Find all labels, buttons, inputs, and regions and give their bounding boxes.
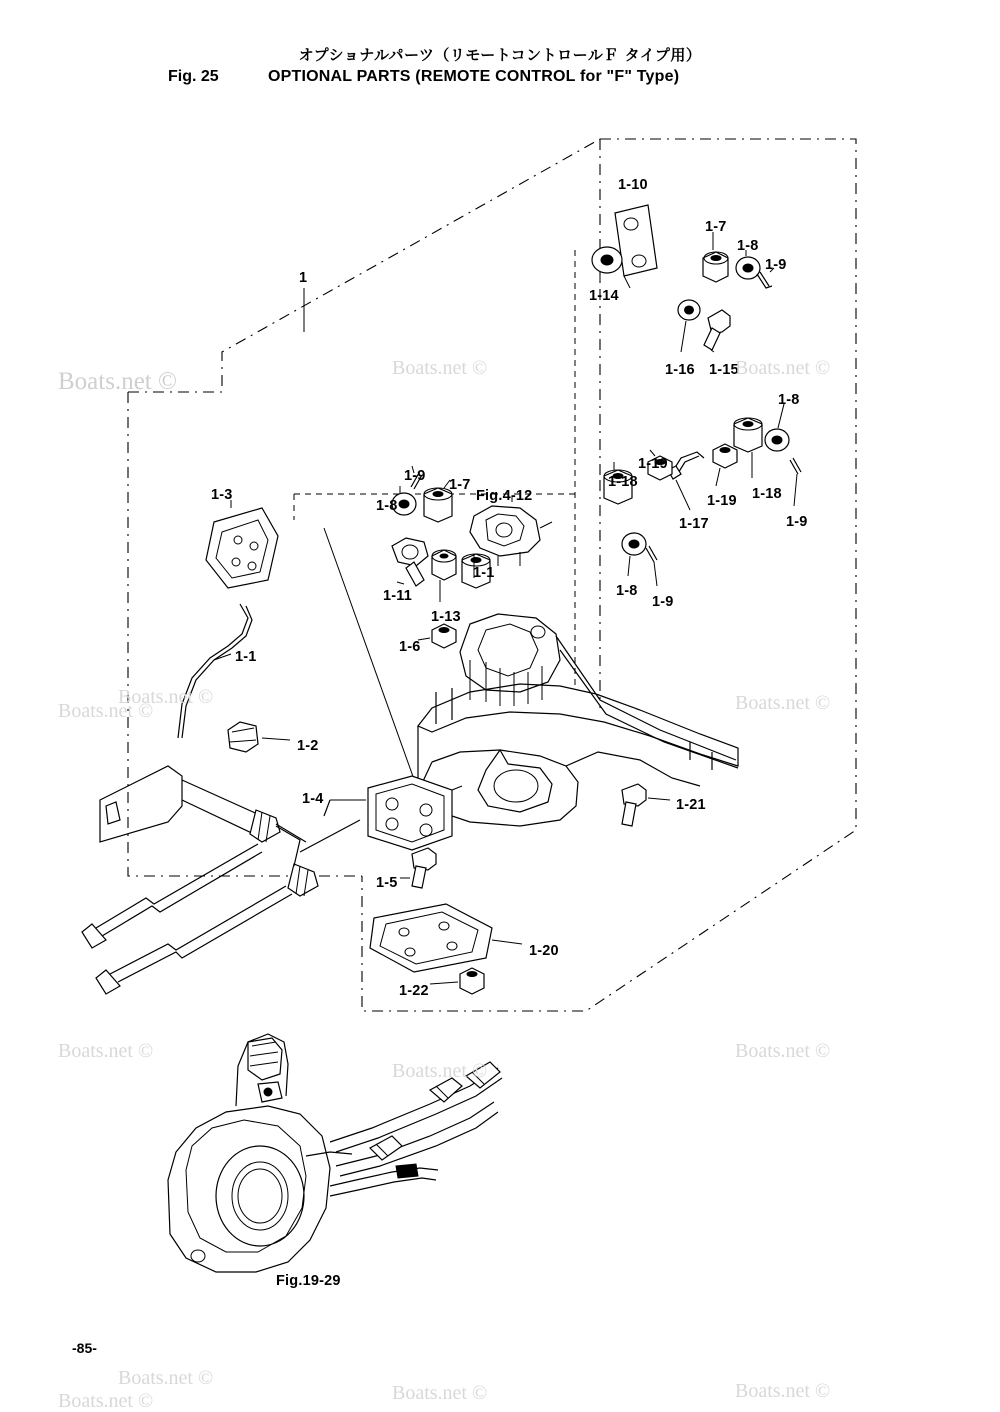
watermark: Boats.net ©: [735, 692, 831, 714]
callout-1-10: 1-10: [618, 177, 648, 193]
page-number: -85-: [72, 1340, 97, 1356]
part-1-2-grommet: [228, 722, 290, 752]
part-1-11-cable-end: [392, 538, 428, 586]
part-1-7-bushing-mid: [424, 480, 452, 522]
part-1-8-washer-top: [736, 250, 760, 279]
watermark: Boats.net ©: [58, 1040, 154, 1062]
callout-1-9-top: 1-9: [765, 257, 787, 273]
callout-1-7-mid: 1-7: [449, 477, 471, 493]
part-1-10-bracket: [615, 205, 657, 288]
callout-1-3: 1-3: [211, 487, 233, 503]
part-1-21-bolt: [622, 784, 670, 826]
part-1-8-washer-lower: [622, 533, 646, 576]
watermark: Boats.net ©: [735, 1380, 831, 1402]
callout-1-20: 1-20: [529, 943, 559, 959]
callout-1-1: 1-1: [235, 649, 257, 665]
callout-1-18-a: 1-18: [608, 474, 638, 490]
callout-1-8-right: 1-8: [778, 392, 800, 408]
callout-fig-4-12: Fig.4-12: [476, 488, 533, 504]
callout-1-5: 1-5: [376, 875, 398, 891]
part-1-19-nut-right: [713, 444, 737, 486]
fig-4-12-component: [470, 496, 552, 566]
part-1-6-nut: [418, 624, 456, 648]
callout-1-8-top: 1-8: [737, 238, 759, 254]
control-body-assembly: [418, 614, 738, 826]
watermark: Boats.net ©: [392, 357, 488, 379]
part-1-3-cover-plate: [206, 500, 278, 588]
watermark: Boats.net ©: [392, 1060, 488, 1082]
part-1-5-bolt: [400, 848, 436, 888]
part-1-7-bushing-top: [703, 232, 728, 282]
watermark: Boats.net ©: [735, 1040, 831, 1062]
figure-number: Fig. 25: [168, 68, 219, 85]
watermark: Boats.net ©: [58, 1390, 154, 1412]
part-1-4-bracket: [300, 776, 462, 852]
remote-control-cables: [330, 1062, 502, 1196]
callout-1-19-b: 1-19: [707, 493, 737, 509]
watermark: Boats.net ©: [58, 368, 177, 395]
japanese-title: オプショナルパーツ（リモートコントロールＦ タイプ用）: [298, 46, 702, 64]
part-1-1-rod: [178, 604, 252, 738]
callout-1-4: 1-4: [302, 791, 324, 807]
callout-1-1-b: 1-1: [473, 565, 495, 581]
callout-1-6: 1-6: [399, 639, 421, 655]
callout-1: 1: [299, 270, 308, 286]
part-1-15-bolt: [704, 310, 730, 352]
watermark: Boats.net ©: [58, 700, 154, 722]
callout-1-11: 1-11: [383, 588, 413, 604]
part-1-13-bushing: [432, 550, 456, 602]
english-title: OPTIONAL PARTS (REMOTE CONTROL for "F" Type): [268, 68, 680, 85]
callout-1-8-low: 1-8: [616, 583, 638, 599]
part-1-20-plate: [370, 904, 522, 972]
callout-1-13: 1-13: [431, 609, 461, 625]
part-1-9-cotter-pin-lower: [646, 546, 657, 586]
callout-1-22: 1-22: [399, 983, 429, 999]
callout-1-21: 1-21: [676, 797, 706, 813]
callout-1-8-mid: 1-8: [376, 498, 398, 514]
part-1-17-lever: [668, 452, 704, 510]
watermark: Boats.net ©: [392, 1382, 488, 1404]
part-1-9-cotter-pin-right: [790, 458, 801, 506]
callout-1-9-right: 1-9: [786, 514, 808, 530]
callout-1-17: 1-17: [679, 516, 709, 532]
part-1-14-washer: [592, 247, 622, 283]
callout-1-9-low: 1-9: [652, 594, 674, 610]
callout-1-2: 1-2: [297, 738, 319, 754]
callout-1-16: 1-16: [665, 362, 695, 378]
watermark: Boats.net ©: [118, 686, 214, 708]
callout-1-14: 1-14: [589, 288, 619, 304]
part-1-16-washer: [678, 300, 700, 352]
watermark: Boats.net ©: [735, 357, 831, 379]
callout-fig-19-29: Fig.19-29: [276, 1273, 341, 1289]
part-1-22-nut: [430, 968, 484, 994]
part-1-8-washer-right: [765, 404, 789, 451]
callout-1-18-b: 1-18: [752, 486, 782, 502]
callout-1-7-top: 1-7: [705, 219, 727, 235]
cable-assembly-left: [82, 766, 318, 994]
fig-19-29-remote-control: [168, 1034, 352, 1272]
watermark: Boats.net ©: [118, 1367, 214, 1389]
callout-1-15: 1-15: [709, 362, 739, 378]
callout-1-19-a: 1-19: [638, 456, 668, 472]
callout-1-9-mid: 1-9: [404, 468, 426, 484]
part-1-18-bushing-right: [734, 418, 762, 478]
